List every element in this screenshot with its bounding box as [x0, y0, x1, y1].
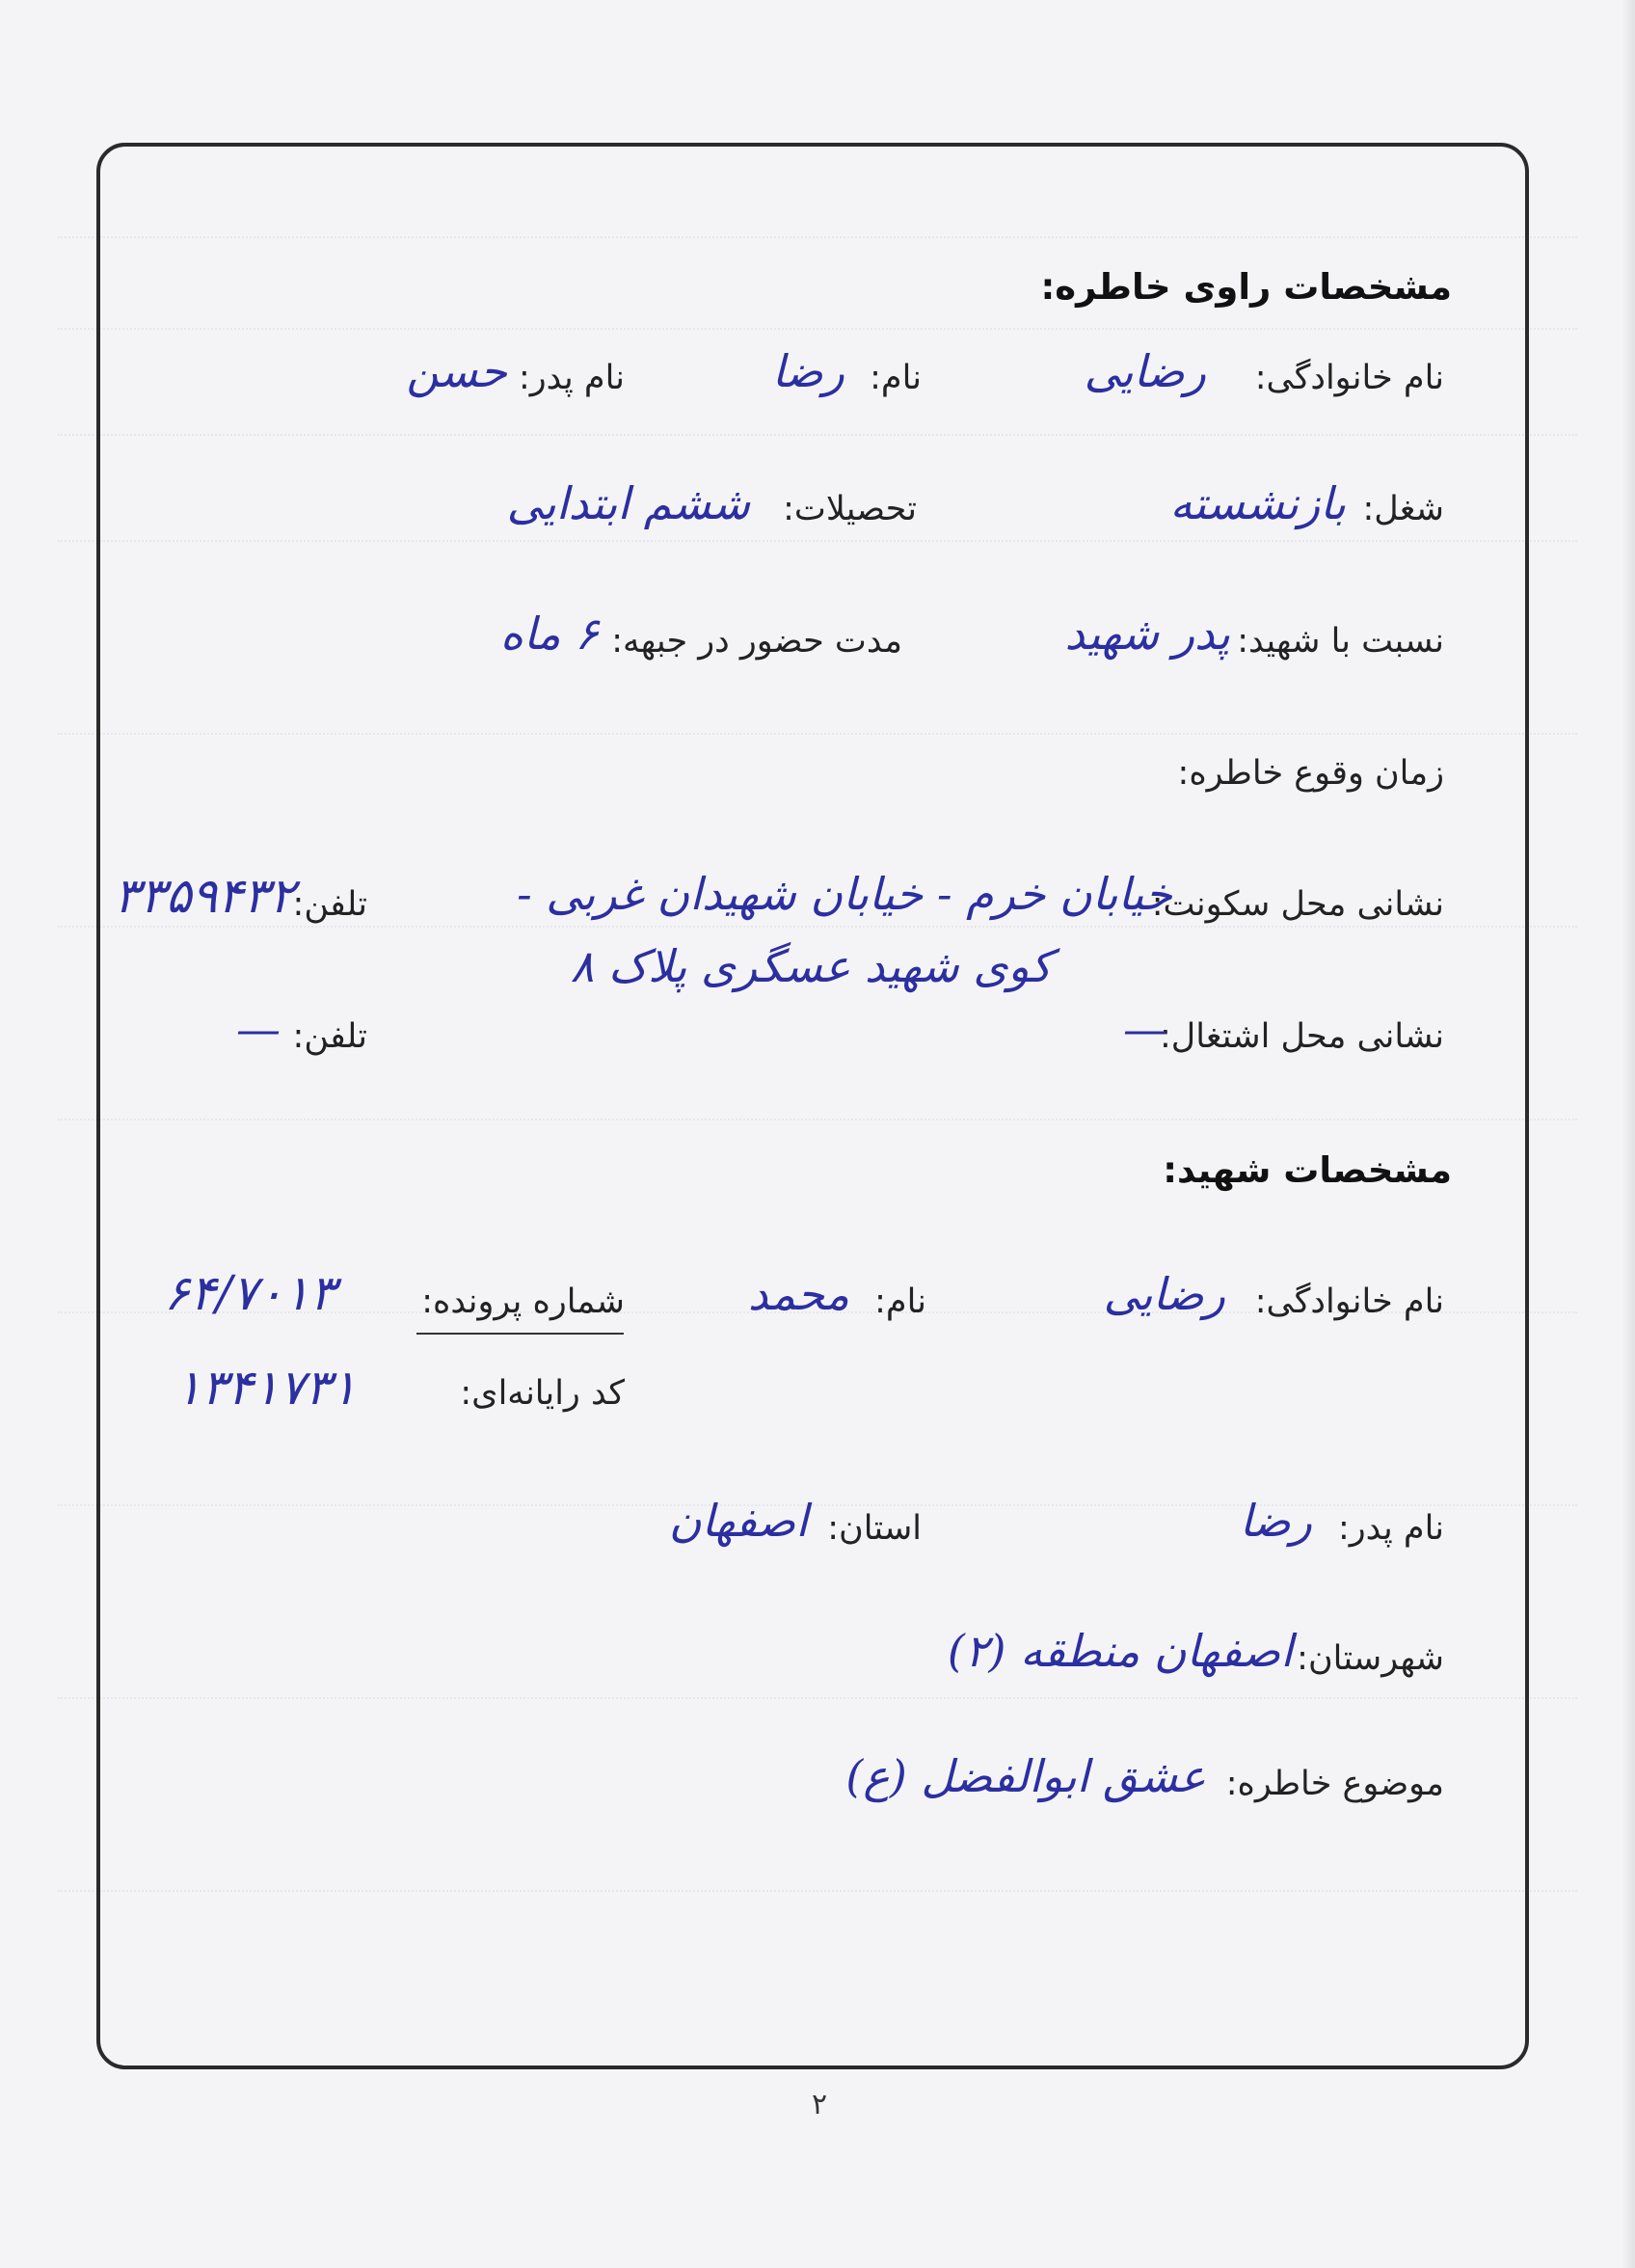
martyr-computer-code-value: ۱۳۴۱۷۳۱ — [175, 1360, 357, 1416]
narrator-duration-label: مدت حضور در جبهه: — [611, 622, 902, 661]
martyr-file-number-value: ۶۴/۷۰۱۳ — [164, 1265, 335, 1321]
martyr-heading: مشخصات شهید: — [1163, 1149, 1452, 1191]
narrator-education-value: ششم ابتدایی — [506, 477, 750, 529]
narrator-first-name-label: نام: — [870, 359, 922, 397]
narrator-home-phone-value: ۳۳۵۹۴۳۲ — [114, 868, 295, 924]
narrator-job-value: بازنشسته — [1169, 477, 1346, 529]
narrator-relation-value: پدر شهید — [1064, 608, 1230, 660]
page-binding-shadow — [1622, 0, 1635, 2268]
narrator-home-address-label: نشانی محل سکونت: — [1151, 885, 1444, 924]
narrator-duration-value: ۶ ماه — [499, 608, 599, 660]
narrator-heading: مشخصات راوی خاطره: — [1040, 266, 1452, 308]
martyr-memory-subject-label: موضوع خاطره: — [1225, 1765, 1444, 1803]
martyr-family-name-label: نام خانوادگی: — [1254, 1282, 1444, 1321]
narrator-work-address-label: نشانی محل اشتغال: — [1159, 1017, 1444, 1056]
narrator-memory-time-label: زمان وقوع خاطره: — [1177, 754, 1444, 793]
martyr-memory-subject-value: عشق ابوالفضل (ع) — [845, 1750, 1206, 1802]
martyr-father-name-label: نام پدر: — [1337, 1509, 1444, 1548]
narrator-father-name-label: نام پدر: — [518, 359, 625, 397]
narrator-family-name-label: نام خانوادگی: — [1254, 359, 1444, 397]
martyr-family-name-value: رضایی — [1103, 1268, 1225, 1320]
narrator-job-label: شغل: — [1362, 490, 1444, 528]
narrator-family-name-value: رضایی — [1084, 345, 1206, 397]
page-number: ۲ — [811, 2088, 828, 2121]
martyr-city-value: اصفهان منطقه (۲) — [947, 1625, 1293, 1677]
narrator-work-phone-label: تلفن: — [292, 1017, 367, 1056]
narrator-first-name-value: رضا — [771, 345, 844, 397]
martyr-first-name-label: نام: — [874, 1282, 926, 1321]
martyr-computer-code-label: کد رایانه‌ای: — [460, 1374, 625, 1413]
narrator-home-phone-label: تلفن: — [292, 885, 367, 924]
martyr-first-name-value: محمد — [747, 1268, 849, 1320]
martyr-father-name-value: رضا — [1239, 1495, 1312, 1547]
narrator-relation-label: نسبت با شهید: — [1237, 622, 1444, 661]
martyr-province-label: استان: — [827, 1509, 922, 1548]
narrator-home-address-line2: کوی شهید عسگری پلاک ۸ — [570, 940, 1052, 992]
martyr-file-number-label: شماره پرونده: — [421, 1282, 625, 1321]
martyr-city-label: شهرستان: — [1297, 1639, 1444, 1678]
narrator-work-phone-value: — — [236, 1003, 281, 1055]
narrator-work-address-value: — — [1123, 1003, 1167, 1055]
narrator-father-name-value: حسن — [406, 345, 507, 397]
martyr-province-value: اصفهان — [668, 1495, 808, 1547]
narrator-home-address-line1: خیابان خرم - خیابان شهیدان غربی - — [517, 868, 1172, 920]
file-number-underline — [416, 1333, 624, 1335]
narrator-education-label: تحصیلات: — [783, 490, 917, 528]
